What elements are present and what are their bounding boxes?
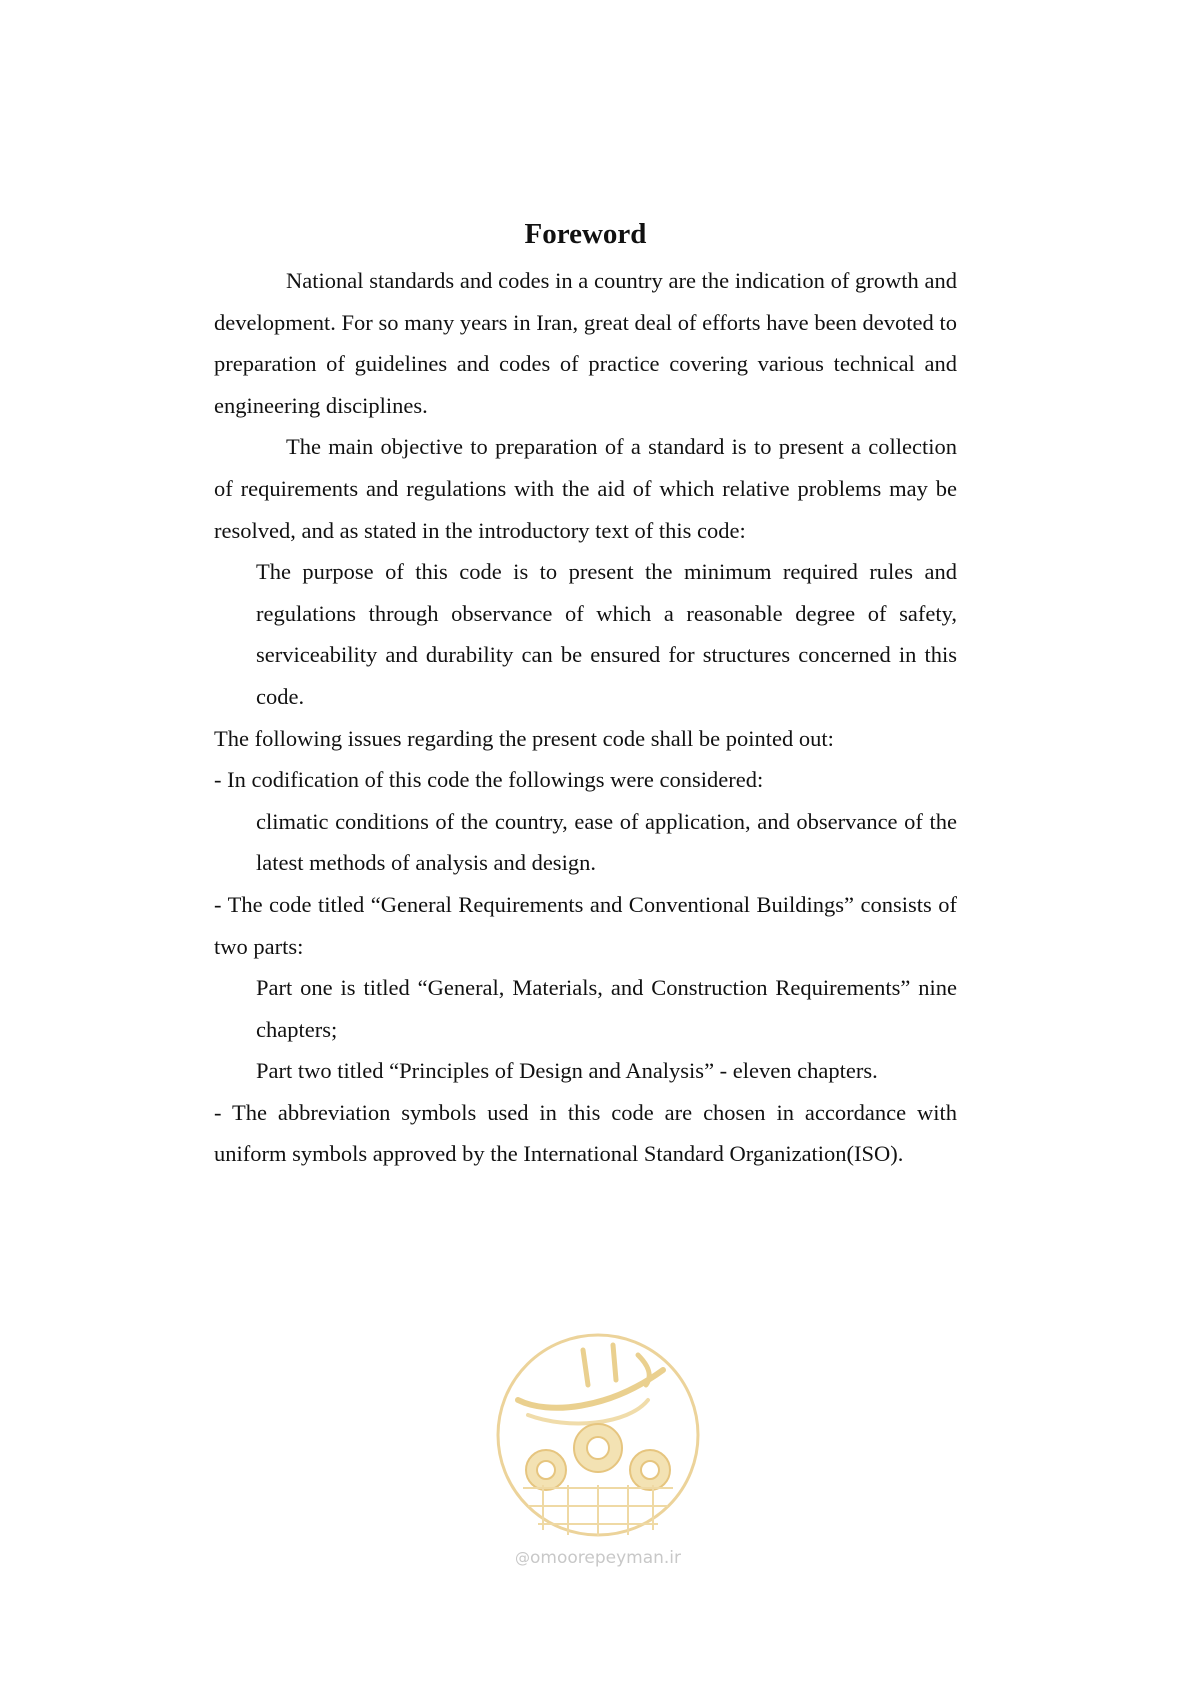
bullet-codification-detail: climatic conditions of the country, ease of application, and observance of the latest methods of analysis and design. — [256, 808, 957, 876]
foreword-content — [214, 212, 957, 1175]
quoted-purpose: The purpose of this code is to present the minimum required rules and regulations through observance of which a reasonable degree of safety, serviceability and durability can be ensured for structures concerned in this code. — [256, 559, 957, 709]
part-one: Part one is titled “General, Materials, and Construction Requirements” nine chapters; — [256, 975, 957, 1042]
watermark-caption: @omoorepeyman.ir — [514, 1548, 682, 1568]
paragraph-1: National standards and codes in a country are the indication of growth and development. For so many years in Iran, great deal of efforts have been devoted to preparation of guidelines and codes of practice covering various technical and engineering disciplines. — [214, 268, 957, 418]
part-two: Part two titled “Principles of Design and Analysis” - eleven chapters. — [256, 1058, 878, 1084]
paragraph-issues: The following issues regarding the present code shall be pointed out: — [214, 725, 834, 751]
watermark-logo — [488, 1330, 708, 1590]
bullet-abbreviations: - The abbreviation symbols used in this code are chosen in accordance with uniform symbols approved by the International Standard Organization(ISO). — [214, 1099, 957, 1167]
bullet-codification: - In codification of this code the followings were considered: — [214, 767, 764, 793]
bullet-code-parts: - The code titled “General Requirements and Conventional Buildings” consists of two parts: — [214, 891, 957, 959]
at-icon: @ — [514, 1549, 530, 1567]
paragraph-2: The main objective to preparation of a standard is to present a collection of requirements and regulations with the aid of which relative problems may be resolved, and as stated in the introductory text of this code: — [214, 434, 957, 543]
page-title: Foreword — [524, 218, 647, 250]
